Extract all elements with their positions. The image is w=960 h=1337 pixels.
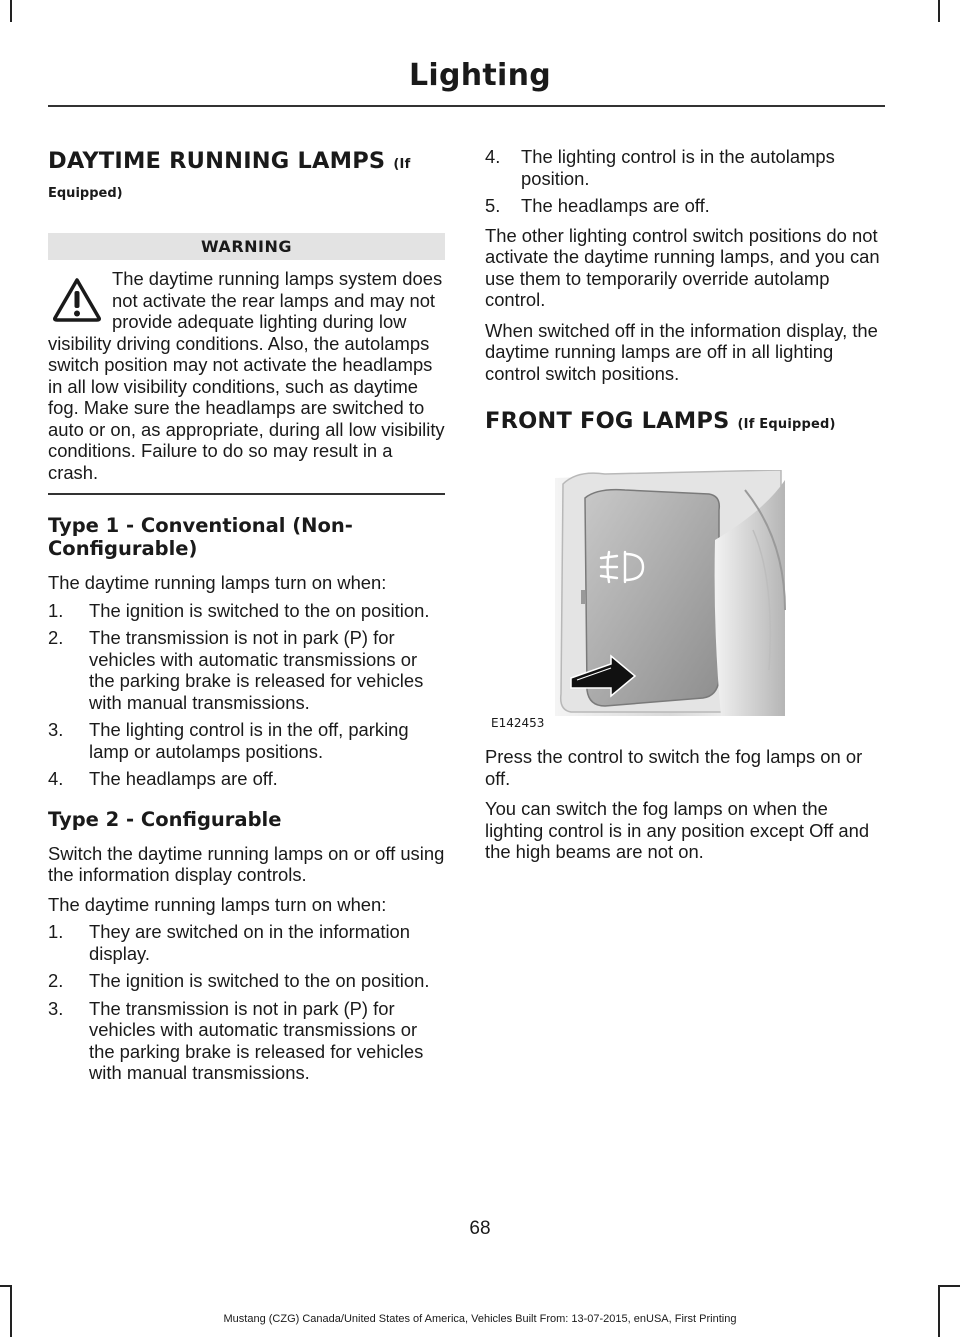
list-item: 2. The transmission is not in park (P) for vehicles with automatic transmissions or the parking brake is released for vehicles with manual transmissions. — [48, 627, 424, 713]
list-item: 5. The headlamps are off. — [485, 195, 710, 216]
title-rule — [48, 105, 885, 107]
warning-body — [48, 268, 445, 483]
list-item: 4. The lighting control is in the autolamps position. — [485, 146, 835, 189]
section-heading-fog-main: FRONT FOG LAMPS — [485, 408, 730, 434]
type1-list — [48, 600, 445, 790]
type2-para: Switch the daytime running lamps on or off using the information display controls. — [48, 842, 445, 885]
section-heading-drl-suffix: (If — [393, 157, 411, 172]
type1-intro: The daytime running lamps turn on when: — [48, 572, 387, 593]
section-heading-drl-main: DAYTIME RUNNING LAMPS — [48, 148, 386, 174]
warning-triangle-icon — [53, 278, 101, 322]
section-heading-fog — [485, 406, 885, 440]
left-column — [48, 146, 445, 1084]
section-heading-drl-suffix-cont: Equipped) — [48, 186, 123, 201]
list-item: 2. The ignition is switched to the on position. — [48, 970, 430, 991]
list-item: 4. The headlamps are off. — [48, 768, 278, 789]
figure-label: E142453 — [491, 716, 545, 730]
list-item: 3. The transmission is not in park (P) for vehicles with automatic transmissions or the parking brake is released for vehicles with manual transmissions. — [48, 997, 424, 1083]
fog-lamp-switch-figure — [485, 470, 885, 730]
type2-list — [48, 921, 445, 1084]
footer-text: Mustang (CZG) Canada/United States of America, Vehicles Built From: 13-07-2015, enUSA, First Printing — [223, 1313, 737, 1325]
list-item: 3. The lighting control is in the off, parking lamp or autolamps positions. — [48, 719, 409, 762]
list-item: 1. The ignition is switched to the on position. — [48, 599, 430, 621]
page-number: 68 — [469, 1218, 491, 1239]
crop-mark — [938, 0, 940, 22]
fog-condition-para: You can switch the fog lamps on when the lighting control is in any position except Off and the high beams are not on. — [485, 798, 870, 862]
warning-label: WARNING — [48, 233, 445, 260]
type2-heading: Type 2 - Configurable — [48, 807, 282, 831]
info-display-para: When switched off in the information display, the daytime running lamps are off in all lighting control switch positions. — [485, 319, 878, 384]
crop-mark — [938, 1285, 960, 1287]
override-para: The other lighting control switch positions do not activate the daytime running lamps, and you can use them to temporarily override autolamp control. — [485, 224, 880, 310]
page-title: Lighting — [408, 58, 552, 93]
section-heading-fog-suffix: (If Equipped) — [737, 417, 836, 432]
warning-text: The daytime running lamps system does not activate the rear lamps and may not provide adequate lighting during low visibility driving conditions. Also, the autolamps switch position may not activate the headlamps in all low visibility conditions, such as daytime fog. Make sure the headlamps are switched to auto or on, as appropriate, during all low visibility conditions. Failure to do so may result in a crash. — [48, 268, 445, 483]
crop-mark — [0, 1285, 12, 1287]
right-column — [485, 146, 885, 863]
type1-heading: Type 1 - Conventional (Non-Configurable) — [48, 514, 353, 560]
fog-lamp-switch-illustration — [485, 470, 885, 716]
crop-mark — [938, 1285, 940, 1337]
type2-list-continued — [485, 146, 885, 217]
list-item: 1. They are switched on in the information display. — [48, 921, 410, 964]
type2-intro: The daytime running lamps turn on when: — [48, 893, 387, 915]
section-heading-drl — [48, 146, 445, 180]
crop-mark — [10, 1285, 12, 1337]
fog-press-para: Press the control to switch the fog lamps on or off. — [485, 746, 863, 789]
crop-mark — [10, 0, 12, 22]
